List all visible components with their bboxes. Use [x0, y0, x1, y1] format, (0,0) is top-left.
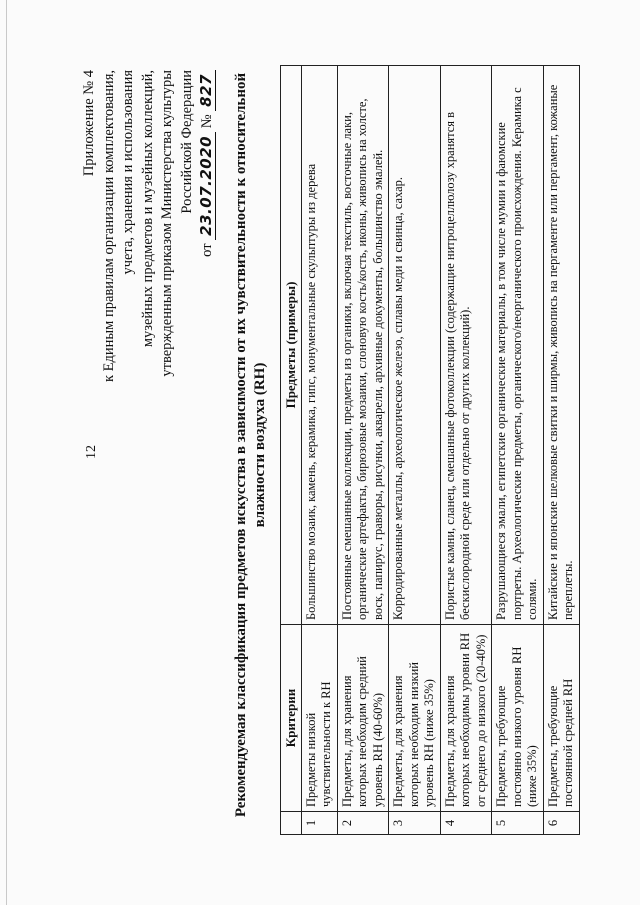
row-criteria: Предметы, для хранения которых необходим средний уровень RH (40-60%) — [337, 625, 389, 812]
from-label: от — [199, 243, 215, 257]
row-examples: Большинство мозаик, камень, керамика, гипс, монументальные скульптуры из дерева — [301, 66, 337, 625]
header-num — [281, 812, 302, 835]
row-number: 4 — [440, 812, 492, 835]
appendix-line: учета, хранения и использования — [120, 70, 136, 275]
handwritten-date: 23.07.2020 — [197, 132, 216, 240]
number-label: № — [199, 114, 215, 129]
row-examples: Китайские и японские шелковые свитки и ширмы, живопись на пергаменте или пергамент, кожаные переплеты. — [543, 66, 579, 625]
row-number: 2 — [337, 812, 389, 835]
order-date-number — [197, 70, 218, 382]
row-number: 1 — [301, 812, 337, 835]
appendix-line: музейных предметов и музейных коллекций, — [139, 70, 156, 348]
appendix-line: к Единым правилам организации комплектования, — [100, 70, 117, 383]
table-row — [337, 66, 389, 835]
appendix-line: Приложение № 4 — [81, 70, 97, 177]
row-examples: Корродированные металлы, археологическое железо, сплавы меди и свинца, сахар. — [389, 66, 441, 625]
appendix-header — [80, 70, 218, 382]
table-row — [389, 66, 441, 835]
appendix-line: утвержденным приказом Министерства культуры — [159, 70, 175, 377]
appendix-line: Российской Федерации — [178, 70, 195, 214]
row-number: 6 — [543, 812, 579, 835]
row-criteria: Предметы, требующие постоянной средней RH — [543, 625, 579, 812]
row-number: 3 — [389, 812, 441, 835]
page-number: 12 — [84, 445, 99, 459]
table-row — [492, 66, 544, 835]
table-row — [543, 66, 579, 835]
row-criteria: Предметы, для хранения которых необходим низкий уровень RH (ниже 35%) — [389, 625, 441, 812]
header-criteria: Критерии — [281, 625, 302, 812]
row-examples: Разрушающиеся эмали, египетские органические материалы, в том числе мумии и фаюмские портреты. Археологические предметы, органического/неорганического происхождения. Керамика с солями. — [492, 66, 544, 625]
row-examples: Пористые камни, сланец, смешанные фотоколлекции (содержащие нитроцеллюлозу хранятся в бескислородной среде или отдельно от других коллекций). — [440, 66, 492, 625]
row-criteria: Предметы, для хранения которых необходимы уровни RH от среднего до низкого (20-40%) — [440, 625, 492, 812]
table-header-row — [281, 66, 302, 835]
row-criteria: Предметы, требующие постоянно низкого уровня RH (ниже 35%) — [492, 625, 544, 812]
table-row — [301, 66, 337, 835]
classification-table — [280, 65, 580, 835]
row-criteria: Предметы низкой чувствительности к RH — [301, 625, 337, 812]
header-examples: Предметы (примеры) — [281, 66, 302, 625]
row-examples: Постоянные смешанные коллекции, предметы из органики, включая текстиль, восточные лаки, органические артефакты, бирюзовые мозаики, слоновую кость/кость, иконы, живопись на холсте, воск, папирус, гравюры, рисунки, акварели, архивные документы, большинство эмалей. — [337, 66, 389, 625]
document-title: Рекомендуемая классификация предметов искусства в зависимости от их чувствительности к относительной влажности воздуха (RH) — [233, 72, 268, 818]
handwritten-number: 827 — [197, 70, 216, 111]
row-number: 5 — [492, 812, 544, 835]
table-row — [440, 66, 492, 835]
